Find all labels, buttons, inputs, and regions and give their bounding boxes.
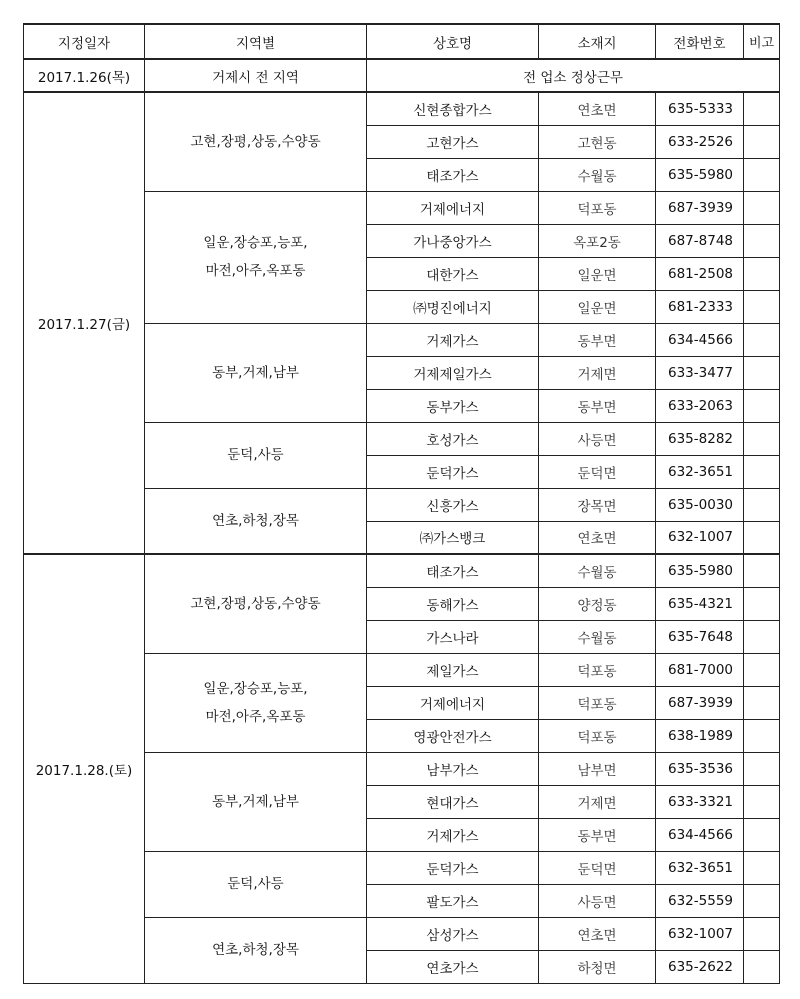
phone-cell: 632-5559 bbox=[656, 884, 744, 917]
date-cell: 2017.1.27(금) bbox=[24, 92, 145, 554]
location-cell: 동부면 bbox=[539, 389, 656, 422]
remarks-cell bbox=[744, 785, 780, 818]
remarks-cell bbox=[744, 422, 780, 455]
remarks-cell bbox=[744, 620, 780, 653]
header-date: 지정일자 bbox=[24, 24, 145, 59]
remarks-cell bbox=[744, 587, 780, 620]
remarks-cell bbox=[744, 191, 780, 224]
header-shop-name: 상호명 bbox=[367, 24, 539, 59]
phone-cell: 638-1989 bbox=[656, 719, 744, 752]
region-cell bbox=[145, 323, 367, 422]
region-cell bbox=[145, 653, 367, 752]
phone-cell: 635-5980 bbox=[656, 158, 744, 191]
phone-cell: 633-2063 bbox=[656, 389, 744, 422]
phone-cell: 635-7648 bbox=[656, 620, 744, 653]
shop-name-cell: 연초가스 bbox=[367, 950, 539, 983]
phone-cell: 632-3651 bbox=[656, 851, 744, 884]
phone-cell: 635-4321 bbox=[656, 587, 744, 620]
note-cell: 전 업소 정상근무 bbox=[367, 59, 780, 92]
remarks-cell bbox=[744, 554, 780, 587]
phone-cell: 635-3536 bbox=[656, 752, 744, 785]
location-cell: 덕포동 bbox=[539, 191, 656, 224]
remarks-cell bbox=[744, 92, 780, 125]
region-line: 둔덕,사등 bbox=[227, 447, 284, 463]
location-cell: 양정동 bbox=[539, 587, 656, 620]
shop-name-cell: 영광안전가스 bbox=[367, 719, 539, 752]
region-line: 일운,장승포,능포, bbox=[203, 680, 308, 697]
location-cell: 덕포동 bbox=[539, 653, 656, 686]
region-line: 동부,거제,남부 bbox=[212, 364, 299, 381]
location-cell: 연초면 bbox=[539, 521, 656, 554]
location-cell: 거제면 bbox=[539, 785, 656, 818]
phone-cell: 633-3477 bbox=[656, 356, 744, 389]
date-cell: 2017.1.28.(토) bbox=[24, 554, 145, 983]
location-cell: 장목면 bbox=[539, 488, 656, 521]
location-cell: 일운면 bbox=[539, 257, 656, 290]
header-region: 지역별 bbox=[145, 24, 367, 59]
shop-name-cell: 거제제일가스 bbox=[367, 356, 539, 389]
remarks-cell bbox=[744, 290, 780, 323]
shop-name-cell: 거제가스 bbox=[367, 323, 539, 356]
region-cell bbox=[145, 851, 367, 917]
shop-name-cell: 둔덕가스 bbox=[367, 455, 539, 488]
phone-cell: 632-1007 bbox=[656, 917, 744, 950]
region-cell bbox=[145, 917, 367, 983]
shop-name-cell: 제일가스 bbox=[367, 653, 539, 686]
phone-cell: 635-8282 bbox=[656, 422, 744, 455]
header-remarks: 비고 bbox=[744, 24, 780, 59]
location-cell: 하청면 bbox=[539, 950, 656, 983]
location-cell: 동부면 bbox=[539, 818, 656, 851]
shop-name-cell: 호성가스 bbox=[367, 422, 539, 455]
location-cell: 고현동 bbox=[539, 125, 656, 158]
header-row bbox=[24, 24, 780, 59]
location-cell: 수월동 bbox=[539, 620, 656, 653]
region-line: 고현,장평,상동,수양동 bbox=[190, 595, 321, 612]
location-cell: 둔덕면 bbox=[539, 851, 656, 884]
phone-cell: 687-3939 bbox=[656, 191, 744, 224]
remarks-cell bbox=[744, 884, 780, 917]
shop-name-cell: 동해가스 bbox=[367, 587, 539, 620]
region-cell bbox=[145, 488, 367, 554]
remarks-cell bbox=[744, 752, 780, 785]
gas-duty-schedule-table bbox=[23, 23, 780, 984]
region-line: 연초,하청,장목 bbox=[212, 942, 299, 958]
day-row-0126 bbox=[24, 59, 780, 92]
location-cell: 덕포동 bbox=[539, 719, 656, 752]
remarks-cell bbox=[744, 521, 780, 554]
phone-cell: 632-3651 bbox=[656, 455, 744, 488]
shop-name-cell: ㈜가스뱅크 bbox=[367, 521, 539, 554]
phone-cell: 635-5980 bbox=[656, 554, 744, 587]
location-cell: 연초면 bbox=[539, 92, 656, 125]
remarks-cell bbox=[744, 356, 780, 389]
shop-name-cell: 삼성가스 bbox=[367, 917, 539, 950]
phone-cell: 687-8748 bbox=[656, 224, 744, 257]
location-cell: 동부면 bbox=[539, 323, 656, 356]
table-row bbox=[24, 92, 780, 125]
remarks-cell bbox=[744, 224, 780, 257]
location-cell: 사등면 bbox=[539, 422, 656, 455]
phone-cell: 632-1007 bbox=[656, 521, 744, 554]
phone-cell: 681-2508 bbox=[656, 257, 744, 290]
shop-name-cell: 가스나라 bbox=[367, 620, 539, 653]
phone-cell: 635-0030 bbox=[656, 488, 744, 521]
phone-cell: 633-2526 bbox=[656, 125, 744, 158]
shop-name-cell: 팔도가스 bbox=[367, 884, 539, 917]
location-cell: 거제면 bbox=[539, 356, 656, 389]
location-cell: 수월동 bbox=[539, 554, 656, 587]
header-phone: 전화번호 bbox=[656, 24, 744, 59]
phone-cell: 634-4566 bbox=[656, 323, 744, 356]
phone-cell: 634-4566 bbox=[656, 818, 744, 851]
shop-name-cell: 고현가스 bbox=[367, 125, 539, 158]
region-line: 마전,아주,옥포동 bbox=[205, 708, 306, 725]
shop-name-cell: ㈜명진에너지 bbox=[367, 290, 539, 323]
table-row bbox=[24, 554, 780, 587]
shop-name-cell: 동부가스 bbox=[367, 389, 539, 422]
phone-cell: 681-2333 bbox=[656, 290, 744, 323]
remarks-cell bbox=[744, 653, 780, 686]
region-line: 마전,아주,옥포동 bbox=[205, 263, 306, 279]
remarks-cell bbox=[744, 851, 780, 884]
shop-name-cell: 둔덕가스 bbox=[367, 851, 539, 884]
remarks-cell bbox=[744, 125, 780, 158]
phone-cell: 635-5333 bbox=[656, 92, 744, 125]
shop-name-cell: 현대가스 bbox=[367, 785, 539, 818]
location-cell: 연초면 bbox=[539, 917, 656, 950]
remarks-cell bbox=[744, 455, 780, 488]
phone-cell: 681-7000 bbox=[656, 653, 744, 686]
remarks-cell bbox=[744, 257, 780, 290]
phone-cell: 687-3939 bbox=[656, 686, 744, 719]
phone-cell: 635-2622 bbox=[656, 950, 744, 983]
region-line: 연초,하청,장목 bbox=[212, 512, 299, 529]
location-cell: 덕포동 bbox=[539, 686, 656, 719]
location-cell: 일운면 bbox=[539, 290, 656, 323]
region-line: 동부,거제,남부 bbox=[212, 793, 299, 810]
remarks-cell bbox=[744, 389, 780, 422]
date-cell: 2017.1.26(목) bbox=[24, 59, 145, 92]
remarks-cell bbox=[744, 818, 780, 851]
region-cell: 거제시 전 지역 bbox=[145, 59, 367, 92]
remarks-cell bbox=[744, 323, 780, 356]
region-line: 일운,장승포,능포, bbox=[203, 235, 308, 251]
shop-name-cell: 가나중앙가스 bbox=[367, 224, 539, 257]
location-cell: 옥포2동 bbox=[539, 224, 656, 257]
header-location: 소재지 bbox=[539, 24, 656, 59]
shop-name-cell: 대한가스 bbox=[367, 257, 539, 290]
phone-cell: 633-3321 bbox=[656, 785, 744, 818]
shop-name-cell: 태조가스 bbox=[367, 554, 539, 587]
remarks-cell bbox=[744, 950, 780, 983]
shop-name-cell: 남부가스 bbox=[367, 752, 539, 785]
shop-name-cell: 신현종합가스 bbox=[367, 92, 539, 125]
location-cell: 사등면 bbox=[539, 884, 656, 917]
location-cell: 둔덕면 bbox=[539, 455, 656, 488]
remarks-cell bbox=[744, 917, 780, 950]
location-cell: 남부면 bbox=[539, 752, 656, 785]
shop-name-cell: 거제가스 bbox=[367, 818, 539, 851]
shop-name-cell: 신흥가스 bbox=[367, 488, 539, 521]
remarks-cell bbox=[744, 686, 780, 719]
shop-name-cell: 거제에너지 bbox=[367, 191, 539, 224]
region-cell bbox=[145, 92, 367, 191]
region-cell bbox=[145, 422, 367, 488]
remarks-cell bbox=[744, 158, 780, 191]
remarks-cell bbox=[744, 719, 780, 752]
region-cell bbox=[145, 191, 367, 323]
region-line: 둔덕,사등 bbox=[227, 876, 284, 892]
region-cell bbox=[145, 752, 367, 851]
region-line: 고현,장평,상동,수양동 bbox=[190, 133, 321, 150]
shop-name-cell: 거제에너지 bbox=[367, 686, 539, 719]
location-cell: 수월동 bbox=[539, 158, 656, 191]
region-cell bbox=[145, 554, 367, 653]
shop-name-cell: 태조가스 bbox=[367, 158, 539, 191]
remarks-cell bbox=[744, 488, 780, 521]
